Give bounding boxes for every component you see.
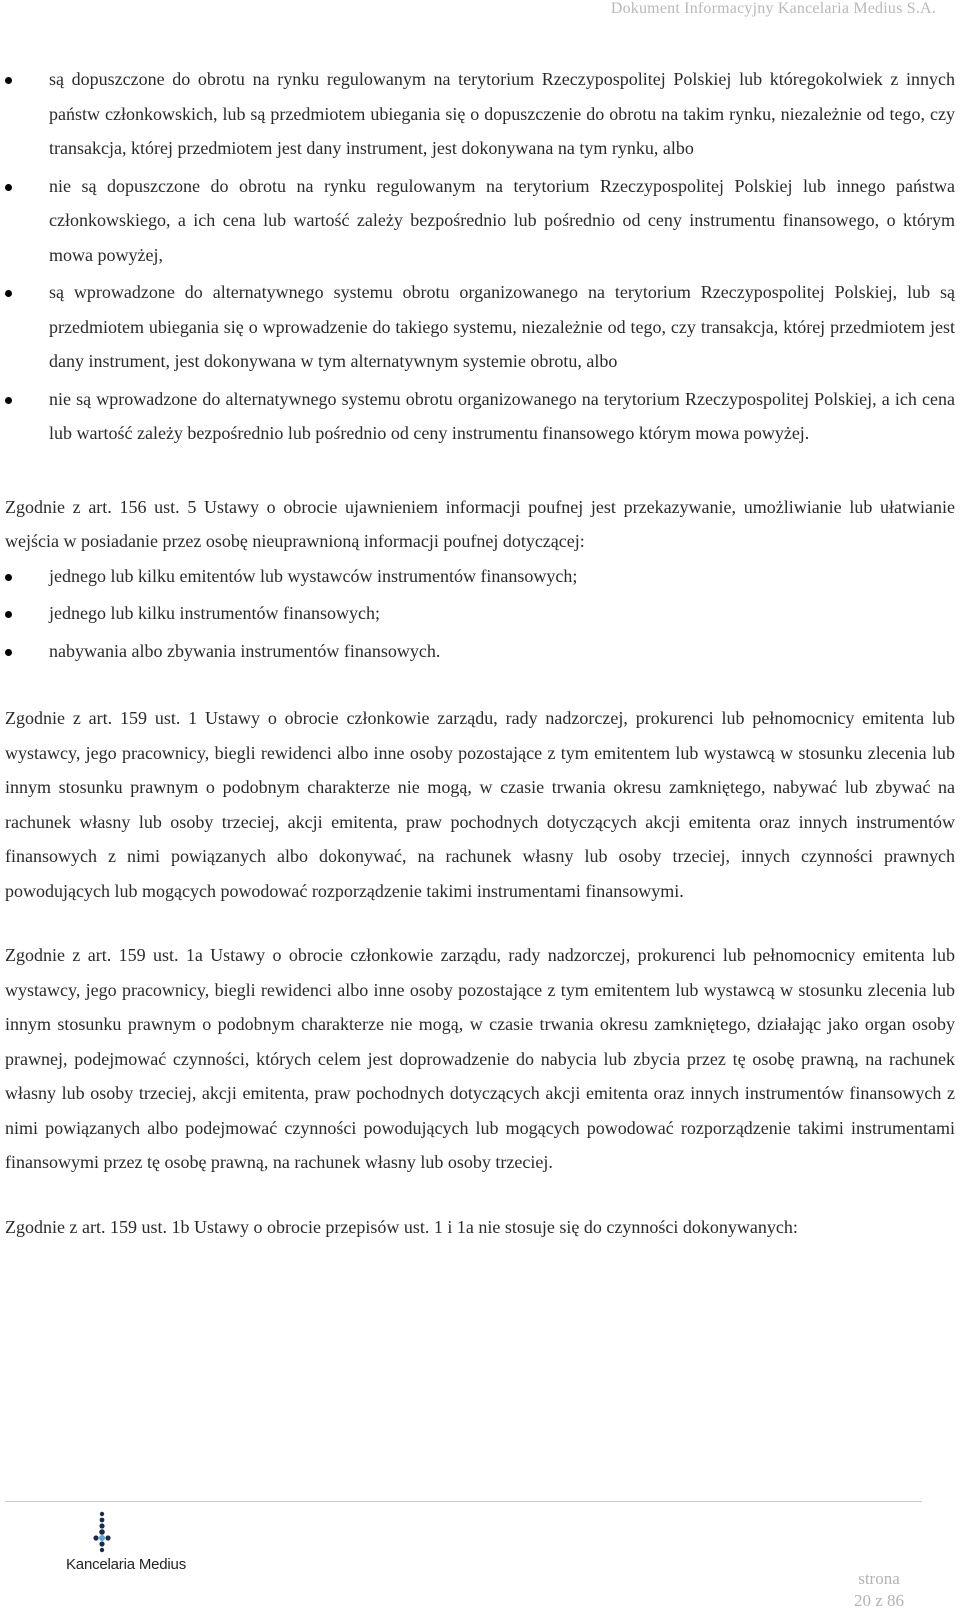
paragraph-art-159-1a: Zgodnie z art. 159 ust. 1a Ustawy o obrocie członkowie zarządu, rady nadzorczej, prokurenci lub pełnomocnicy emitenta lub wystawcy, jego pracownicy, biegli rewidenci albo inne osoby pozostające z tym emitentem lub wystawcą w stosunku zlecenia lub innym stosunku prawnym o podobnym charakterze nie mogą, w czasie trwania okresu zamkniętego, działając jako organ osoby prawnej, podejmować czynności, których celem jest doprowadzenie do nabycia lub zbycia przez tę osobę prawną, na rachunek własny lub osoby trzeciej, akcji emitenta, praw pochodnych dotyczących akcji emitenta oraz innych instrumentów finansowych z nimi powiązanych albo podejmować czynności powodujących lub mogących powodować rozporządzenie takimi instrumentami finansowymi przez tę osobę prawną, na rachunek własny lub osoby trzeciej. <box>5 945 955 1172</box>
list-item: nie są dopuszczone do obrotu na rynku regulowanym na terytorium Rzeczypospolitej Polskiej lub innego państwa członkowskiego, a ich cena lub wartość zależy bezpośrednio lub pośrednio od ceny instrumentu finansowego, o którym mowa powyżej, <box>5 169 955 273</box>
bullet-icon <box>5 397 12 404</box>
page-label: strona <box>858 1569 900 1588</box>
footer-divider <box>5 1501 922 1502</box>
list-item: nabywania albo zbywania instrumentów finansowych. <box>5 634 955 669</box>
bullet-icon <box>5 184 12 191</box>
bullet-icon <box>5 649 12 656</box>
kancelaria-medius-logo-icon <box>62 1508 182 1588</box>
list-item: są dopuszczone do obrotu na rynku regulowanym na terytorium Rzeczypospolitej Polskiej lub któregokolwiek z innych państw członkowskich, lub są przedmiotem ubiegania się o dopuszczenie do obrotu na takim rynku, niezależnie od tego, czy transakcja, której przedmiotem jest dany instrument, jest dokonywana na tym rynku, albo <box>5 62 955 166</box>
bullet-icon <box>5 574 12 581</box>
page-content <box>5 62 955 1244</box>
list-item: nie są wprowadzone do alternatywnego systemu obrotu organizowanego na terytorium Rzeczypospolitej Polskiej, a ich cena lub wartość zależy bezpośrednio lub pośrednio od ceny instrumentu finansowego którym mowa powyżej. <box>5 382 955 451</box>
list-item: są wprowadzone do alternatywnego systemu obrotu organizowanego na terytorium Rzeczypospolitej Polskiej, lub są przedmiotem ubiegania się o wprowadzenie do takiego systemu, niezależnie od tego, czy transakcja, której przedmiotem jest dany instrument, jest dokonywana w tym alternatywnym systemie obrotu, albo <box>5 275 955 379</box>
bullet-list-information <box>5 559 955 669</box>
paragraph-art-159-1: Zgodnie z art. 159 ust. 1 Ustawy o obrocie członkowie zarządu, rady nadzorczej, prokurenci lub pełnomocnicy emitenta lub wystawcy, jego pracownicy, biegli rewidenci albo inne osoby pozostające z tym emitentem lub wystawcą w stosunku zlecenia lub innym stosunku prawnym o podobnym charakterze nie mogą, w czasie trwania okresu zamkniętego, nabywać lub zbywać na rachunek własny lub osoby trzeciej, akcji emitenta, praw pochodnych dotyczących akcji emitenta oraz innych instrumentów finansowych z nimi powiązanych albo dokonywać, na rachunek własny lub osoby trzeciej, innych czynności prawnych powodujących lub mogących powodować rozporządzenie takimi instrumentami finansowymi. <box>5 708 955 901</box>
list-item: jednego lub kilku emitentów lub wystawców instrumentów finansowych; <box>5 559 955 594</box>
page-number <box>854 1568 904 1612</box>
bullet-list-instruments <box>5 62 955 451</box>
bullet-icon <box>5 77 12 84</box>
list-item: jednego lub kilku instrumentów finansowych; <box>5 596 955 631</box>
document-header: Dokument Informacyjny Kancelaria Medius S.A. <box>610 0 936 17</box>
paragraph-art-156: Zgodnie z art. 156 ust. 5 Ustawy o obrocie ujawnieniem informacji poufnej jest przekazywanie, umożliwianie lub ułatwianie wejścia w posiadanie przez osobę nieuprawnioną informacji poufnej dotyczącej: <box>5 496 955 551</box>
logo-text: Kancelaria Medius <box>66 1556 186 1573</box>
page-count: 20 z 86 <box>853 1591 904 1610</box>
paragraph-art-159-1b: Zgodnie z art. 159 ust. 1b Ustawy o obrocie przepisów ust. 1 i 1a nie stosuje się do czynności dokonywanych: <box>5 1216 798 1237</box>
bullet-icon <box>5 611 12 618</box>
bullet-icon <box>5 290 12 297</box>
